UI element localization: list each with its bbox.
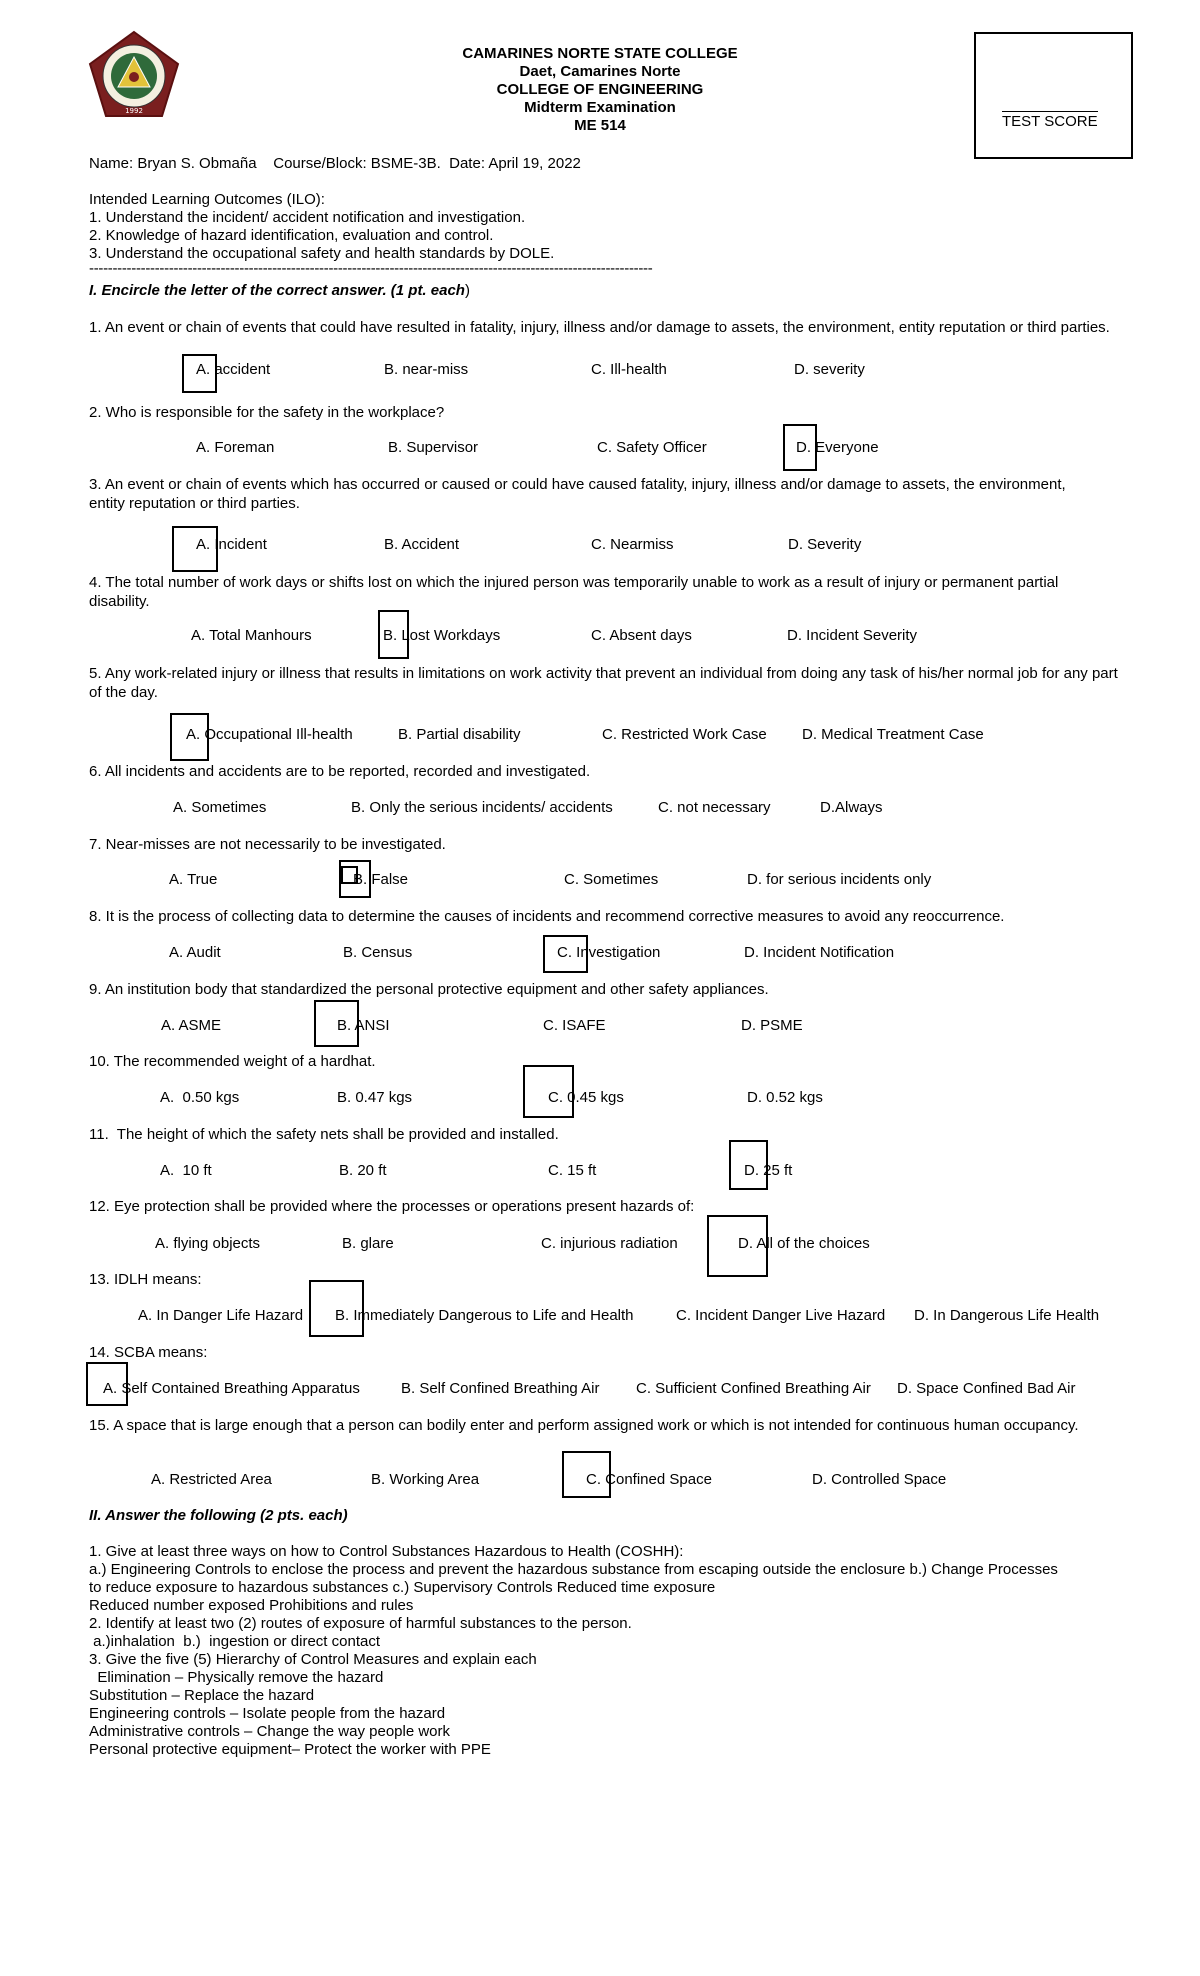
- q10-option-a[interactable]: A. 0.50 kgs: [160, 1089, 240, 1106]
- q7-option-b[interactable]: B. False: [353, 871, 409, 888]
- q12-option-d[interactable]: D. All of the choices: [738, 1235, 870, 1252]
- question-12: 12. Eye protection shall be provided where the processes or operations present hazards of:: [89, 1198, 695, 1215]
- test-score-blank: [1002, 111, 1098, 112]
- q5-option-d[interactable]: D. Medical Treatment Case: [802, 726, 984, 743]
- question-3: [89, 475, 1099, 513]
- q7-option-a[interactable]: A. True: [169, 871, 218, 888]
- answer-mark-q1: [182, 354, 217, 393]
- q13-option-b[interactable]: B. Immediately Dangerous to Life and Health: [335, 1307, 634, 1324]
- q9-option-c[interactable]: C. ISAFE: [543, 1017, 606, 1034]
- part2-line: 2. Identify at least two (2) routes of exposure of harmful substances to the person.: [89, 1615, 632, 1632]
- answer-mark-q5: [170, 713, 209, 761]
- q9-option-d[interactable]: D. PSME: [741, 1017, 803, 1034]
- q11-option-b[interactable]: B. 20 ft: [339, 1162, 387, 1179]
- question-4: 4. The total number of work days or shifts lost on which the injured person was temporarily unable to work as a result of injury or permanent partial disability.: [89, 574, 1059, 610]
- part2-line: Engineering controls – Isolate people from the hazard: [89, 1705, 446, 1722]
- q2-option-b[interactable]: B. Supervisor: [388, 439, 479, 456]
- question-2: 2. Who is responsible for the safety in the workplace?: [89, 404, 445, 421]
- q9-option-a[interactable]: A. ASME: [161, 1017, 222, 1034]
- exam-title: Midterm Examination: [524, 99, 676, 116]
- q8-option-c[interactable]: C. Investigation: [557, 944, 661, 961]
- q15-option-d[interactable]: D. Controlled Space: [812, 1471, 947, 1488]
- question-13: 13. IDLH means:: [89, 1271, 202, 1288]
- q14-option-c[interactable]: C. Sufficient Confined Breathing Air: [636, 1380, 871, 1397]
- q11-option-d[interactable]: D. 25 ft: [744, 1162, 793, 1179]
- question-8: 8. It is the process of collecting data to determine the causes of incidents and recommend corrective measures to avoid any reoccurrence.: [89, 908, 1005, 925]
- q10-option-c[interactable]: C. 0.45 kgs: [548, 1089, 624, 1106]
- question-1: 1. An event or chain of events that could have resulted in fatality, injury, illness and/or damage to assets, the environment, entity reputation or third parties.: [89, 319, 1110, 336]
- q4-option-a[interactable]: A. Total Manhours: [191, 627, 312, 644]
- question-15: 15. A space that is large enough that a person can bodily enter and perform assigned work or which is not intended for continuous human occupancy.: [89, 1417, 1079, 1434]
- q1-option-c[interactable]: C. Ill-health: [591, 361, 667, 378]
- divider: ------------------------------------------------------------------------------------------------------------------------: [89, 260, 653, 277]
- ilo-item: 2. Knowledge of hazard identification, evaluation and control.: [89, 227, 494, 244]
- college-address: Daet, Camarines Norte: [519, 63, 681, 80]
- q8-option-d[interactable]: D. Incident Notification: [744, 944, 895, 961]
- q12-option-a[interactable]: A. flying objects: [155, 1235, 261, 1252]
- q12-option-c[interactable]: C. injurious radiation: [541, 1235, 678, 1252]
- part1-title-text: I. Encircle the letter of the correct answer. (1 pt. each: [89, 282, 465, 299]
- answer-mark-q9: [314, 1000, 359, 1047]
- q5-option-c[interactable]: C. Restricted Work Case: [602, 726, 767, 743]
- q15-option-a[interactable]: A. Restricted Area: [151, 1471, 272, 1488]
- q6-option-d[interactable]: D.Always: [820, 799, 883, 816]
- question-14: 14. SCBA means:: [89, 1344, 208, 1361]
- question-7: 7. Near-misses are not necessarily to be investigated.: [89, 836, 446, 853]
- q3-option-d[interactable]: D. Severity: [788, 536, 862, 553]
- q15-option-b[interactable]: B. Working Area: [371, 1471, 480, 1488]
- q12-option-b[interactable]: B. glare: [342, 1235, 394, 1252]
- q8-option-b[interactable]: B. Census: [343, 944, 413, 961]
- q1-option-d[interactable]: D. severity: [794, 361, 865, 378]
- part2-line: Administrative controls – Change the way people work: [89, 1723, 451, 1740]
- answer-mark-q8: [543, 935, 588, 973]
- q6-option-c[interactable]: C. not necessary: [658, 799, 771, 816]
- q13-option-a[interactable]: A. In Danger Life Hazard: [138, 1307, 304, 1324]
- answer-mark-q13: [309, 1280, 364, 1337]
- part2-line: to reduce exposure to hazardous substances c.) Supervisory Controls Reduced time exposure: [89, 1579, 716, 1596]
- student-info: Name: Bryan S. Obmaña Course/Block: BSME-3B. Date: April 19, 2022: [89, 155, 581, 172]
- answer-mark-q2: [783, 424, 817, 471]
- ilo-item: 1. Understand the incident/ accident notification and investigation.: [89, 209, 526, 226]
- q8-option-a[interactable]: A. Audit: [169, 944, 221, 961]
- q6-option-a[interactable]: A. Sometimes: [173, 799, 267, 816]
- q2-option-a[interactable]: A. Foreman: [196, 439, 275, 456]
- answer-mark-q11: [729, 1140, 768, 1190]
- answer-mark-q10: [523, 1065, 574, 1118]
- part2-line: Substitution – Replace the hazard: [89, 1687, 315, 1704]
- part2-line: a.)inhalation b.) ingestion or direct contact: [89, 1633, 380, 1650]
- ilo-item: 3. Understand the occupational safety and health standards by DOLE.: [89, 245, 555, 262]
- answer-mark-q15: [562, 1451, 611, 1498]
- q3-option-b[interactable]: B. Accident: [384, 536, 460, 553]
- question-10: 10. The recommended weight of a hardhat.: [89, 1053, 376, 1070]
- question-3-text: 3. An event or chain of events which has occurred or caused or could have caused fatality, injury, illness and/or damage to assets, the environment, entity reputation or third parties.: [89, 476, 1066, 512]
- answer-mark-q4: [378, 610, 409, 659]
- answer-mark-q14: [86, 1362, 128, 1406]
- part2-line: Elimination – Physically remove the hazard: [89, 1669, 384, 1686]
- q11-option-a[interactable]: A. 10 ft: [160, 1162, 212, 1179]
- q3-option-c[interactable]: C. Nearmiss: [591, 536, 674, 553]
- q9-option-b[interactable]: B. ANSI: [337, 1017, 390, 1034]
- college-department: COLLEGE OF ENGINEERING: [496, 81, 704, 98]
- part1-title-close: ): [464, 282, 470, 299]
- part2-line: a.) Engineering Controls to enclose the process and prevent the hazardous substance from escaping outside the enclosure b.) Change Processes: [89, 1561, 1058, 1578]
- question-9: 9. An institution body that standardized the personal protective equipment and other safety appliances.: [89, 981, 769, 998]
- part1-title: [89, 282, 470, 300]
- question-6: 6. All incidents and accidents are to be reported, recorded and investigated.: [89, 763, 591, 780]
- course-code: ME 514: [574, 117, 626, 134]
- q13-option-d[interactable]: D. In Dangerous Life Health: [914, 1307, 1100, 1324]
- q5-option-a[interactable]: A. Occupational Ill-health: [186, 726, 353, 743]
- q4-option-b[interactable]: B. Lost Workdays: [383, 627, 501, 644]
- part2-line: Personal protective equipment– Protect the worker with PPE: [89, 1741, 491, 1758]
- q6-option-b[interactable]: B. Only the serious incidents/ accidents: [351, 799, 613, 816]
- q14-option-b[interactable]: B. Self Confined Breathing Air: [401, 1380, 600, 1397]
- part2-title: II. Answer the following (2 pts. each): [89, 1507, 348, 1524]
- q4-option-c[interactable]: C. Absent days: [591, 627, 692, 644]
- q14-option-a[interactable]: A. Self Contained Breathing Apparatus: [103, 1380, 360, 1397]
- part2-line: 3. Give the five (5) Hierarchy of Control Measures and explain each: [89, 1651, 537, 1668]
- q2-option-d[interactable]: D. Everyone: [796, 439, 879, 456]
- q7-option-d[interactable]: D. for serious incidents only: [747, 871, 932, 888]
- q1-option-b[interactable]: B. near-miss: [384, 361, 469, 378]
- answer-mark-q7-inner: [341, 866, 358, 884]
- answer-mark-q12: [707, 1215, 768, 1277]
- part2-line: Reduced number exposed Prohibitions and rules: [89, 1597, 414, 1614]
- test-score-label: TEST SCORE: [1002, 113, 1098, 130]
- college-name: CAMARINES NORTE STATE COLLEGE: [462, 45, 738, 62]
- test-score-box: [974, 32, 1133, 159]
- ilo-title: Intended Learning Outcomes (ILO):: [89, 191, 325, 208]
- q1-option-a[interactable]: A. accident: [196, 361, 271, 378]
- svg-text:1992: 1992: [125, 107, 143, 115]
- q3-option-a[interactable]: A. Incident: [196, 536, 267, 553]
- q4-option-d[interactable]: D. Incident Severity: [787, 627, 918, 644]
- question-5: 5. Any work-related injury or illness that results in limitations on work activity that prevent an individual from doing any task of his/her normal job for any part of the day.: [89, 665, 1118, 701]
- q13-option-c[interactable]: C. Incident Danger Live Hazard: [676, 1307, 886, 1324]
- q11-option-c[interactable]: C. 15 ft: [548, 1162, 597, 1179]
- q7-option-c[interactable]: C. Sometimes: [564, 871, 659, 888]
- q15-option-c[interactable]: C. Confined Space: [586, 1471, 712, 1488]
- q10-option-d[interactable]: D. 0.52 kgs: [747, 1089, 823, 1106]
- q10-option-b[interactable]: B. 0.47 kgs: [337, 1089, 413, 1106]
- q5-option-b[interactable]: B. Partial disability: [398, 726, 521, 743]
- part2-line: 1. Give at least three ways on how to Control Substances Hazardous to Health (COSHH):: [89, 1543, 684, 1560]
- q2-option-c[interactable]: C. Safety Officer: [597, 439, 707, 456]
- question-11: 11. The height of which the safety nets shall be provided and installed.: [89, 1126, 559, 1143]
- answer-mark-q3: [172, 526, 218, 572]
- q14-option-d[interactable]: D. Space Confined Bad Air: [897, 1380, 1076, 1397]
